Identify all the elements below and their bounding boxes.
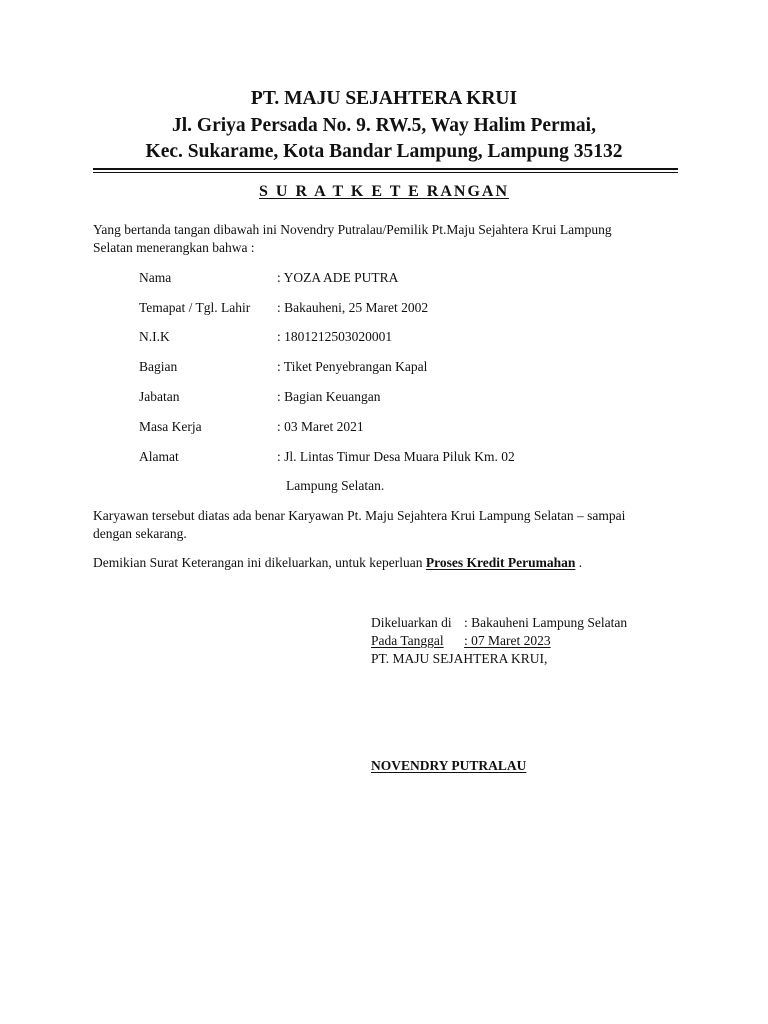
statement-line-2: dengan sekarang. [93, 526, 187, 541]
field-value-jabatan: : Bagian Keuangan [277, 389, 381, 404]
field-label-jabatan: Jabatan [139, 389, 180, 404]
purpose-prefix: Demikian Surat Keterangan ini dikeluarkan, untuk keperluan [93, 555, 426, 570]
letterhead-rule-thick [93, 168, 678, 170]
field-label-alamat: Alamat [139, 449, 179, 464]
purpose-emphasis: Proses Kredit Perumahan [425, 555, 576, 570]
letter-title [0, 183, 768, 201]
field-value-alamat-continued: Lampung Selatan. [286, 478, 385, 493]
field-value-birth: : Bakauheni, 25 Maret 2002 [277, 300, 429, 315]
signatory-name: NOVENDRY PUTRALAU [371, 758, 527, 773]
field-value-nama: : YOZA ADE PUTRA [277, 270, 399, 285]
letter-title-text: S U R A T K E T E RANGAN [259, 183, 509, 200]
issued-date-value: : 07 Maret 2023 [464, 633, 551, 648]
intro-line-2: Selatan menerangkan bahwa : [93, 240, 255, 255]
field-value-alamat: : Jl. Lintas Timur Desa Muara Piluk Km. 02 [277, 449, 515, 464]
purpose-line [93, 555, 582, 571]
field-label-nik: N.I.K [139, 329, 170, 344]
field-value-masa-kerja: : 03 Maret 2021 [277, 419, 364, 434]
statement-line-1: Karyawan tersebut diatas ada benar Karyawan Pt. Maju Sejahtera Krui Lampung Selatan – sampai [93, 508, 626, 523]
field-value-bagian: : Tiket Penyebrangan Kapal [277, 359, 428, 374]
field-label-masa-kerja: Masa Kerja [139, 419, 202, 434]
field-label-nama: Nama [139, 270, 172, 285]
intro-line-1: Yang bertanda tangan dibawah ini Novendry Putralau/Pemilik Pt.Maju Sejahtera Krui Lampung [93, 222, 612, 237]
field-label-birth: Temapat / Tgl. Lahir [139, 300, 251, 315]
letterhead-rule-thin [93, 172, 678, 173]
issued-company: PT. MAJU SEJAHTERA KRUI, [371, 651, 548, 666]
purpose-suffix: . [575, 555, 583, 570]
company-address-line1: Jl. Griya Persada No. 9. RW.5, Way Halim Permai, [172, 115, 596, 136]
company-name: PT. MAJU SEJAHTERA KRUI [250, 88, 518, 109]
issued-place-label: Dikeluarkan di [371, 615, 452, 630]
company-address-line2: Kec. Sukarame, Kota Bandar Lampung, Lampung 35132 [145, 141, 623, 162]
issued-date-label: Pada Tanggal [371, 633, 444, 648]
issued-place-value: : Bakauheni Lampung Selatan [464, 615, 628, 630]
field-label-bagian: Bagian [139, 359, 178, 374]
field-value-nik: : 1801212503020001 [277, 329, 393, 344]
